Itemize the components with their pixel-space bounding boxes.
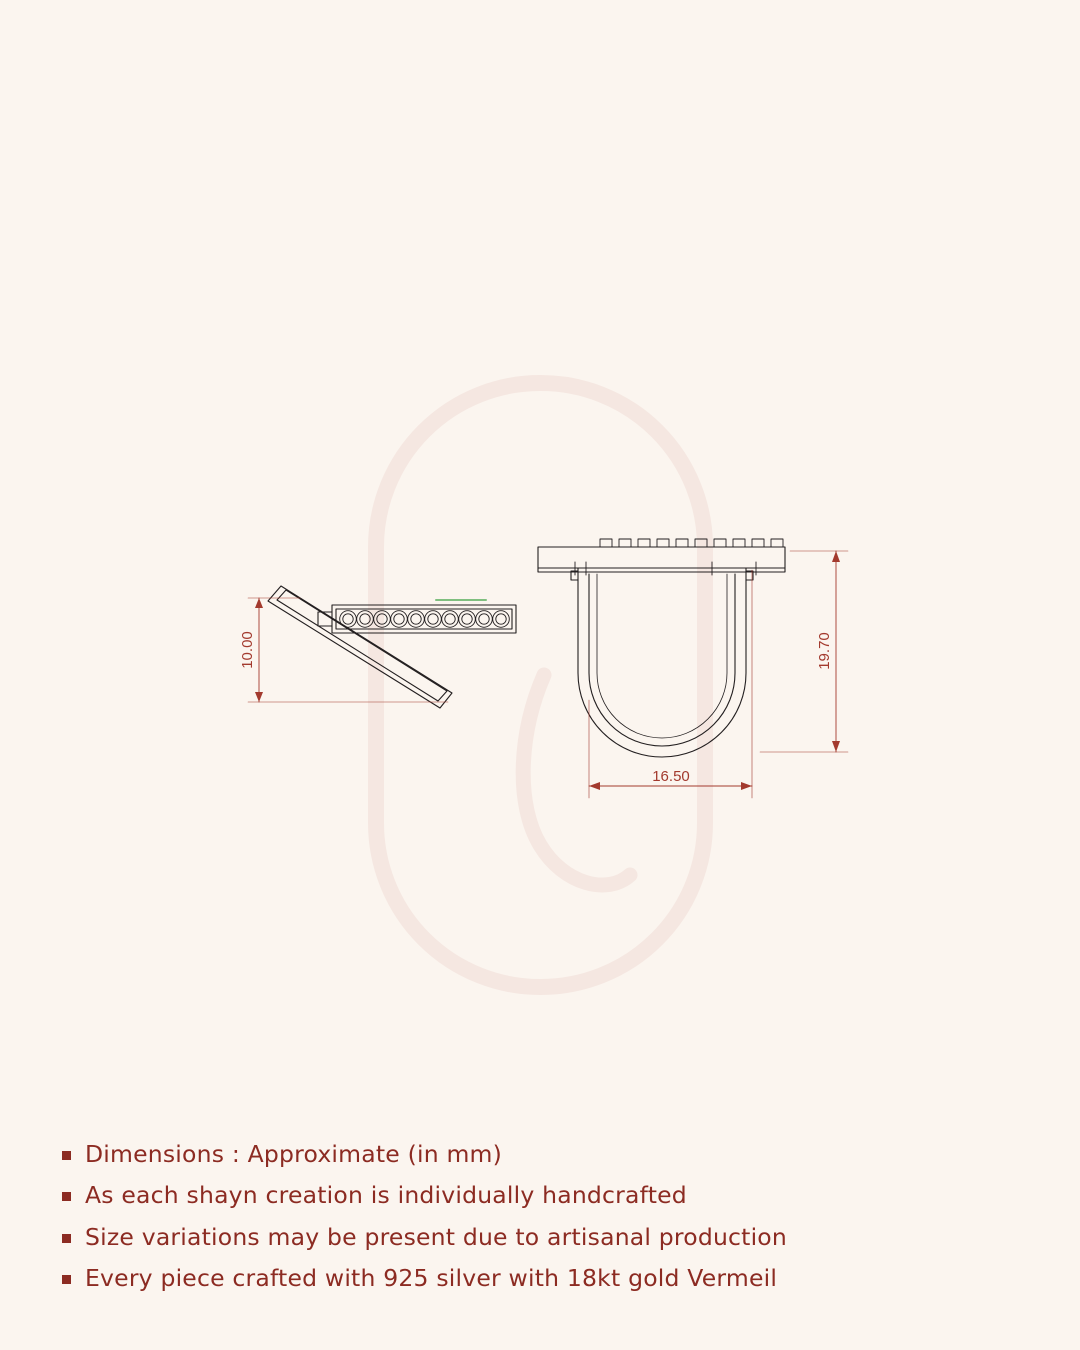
- dimension-label-10: 10.00: [239, 631, 256, 669]
- note-text: Every piece crafted with 925 silver with 18kt gold Vermeil: [85, 1264, 778, 1293]
- bullet-icon: [62, 1151, 71, 1160]
- list-item: [62, 1264, 962, 1293]
- list-item: [62, 1223, 962, 1252]
- top-view-geometry: [268, 586, 516, 708]
- dimension-label-16-50: 16.50: [652, 768, 690, 785]
- bullet-icon: [62, 1275, 71, 1284]
- dimension-label-19-70: 19.70: [816, 632, 833, 670]
- note-text: Size variations may be present due to artisanal production: [85, 1222, 787, 1251]
- note-text: Dimensions : Approximate (in mm): [85, 1140, 503, 1168]
- dimension-lines: [248, 551, 848, 798]
- notes-list: [62, 1140, 962, 1306]
- bullet-icon: [62, 1192, 71, 1201]
- list-item: [62, 1181, 962, 1210]
- bullet-icon: [62, 1234, 71, 1243]
- note-text: As each shayn creation is individually handcrafted: [85, 1181, 687, 1210]
- list-item: [62, 1140, 962, 1169]
- front-view-geometry: [538, 539, 785, 757]
